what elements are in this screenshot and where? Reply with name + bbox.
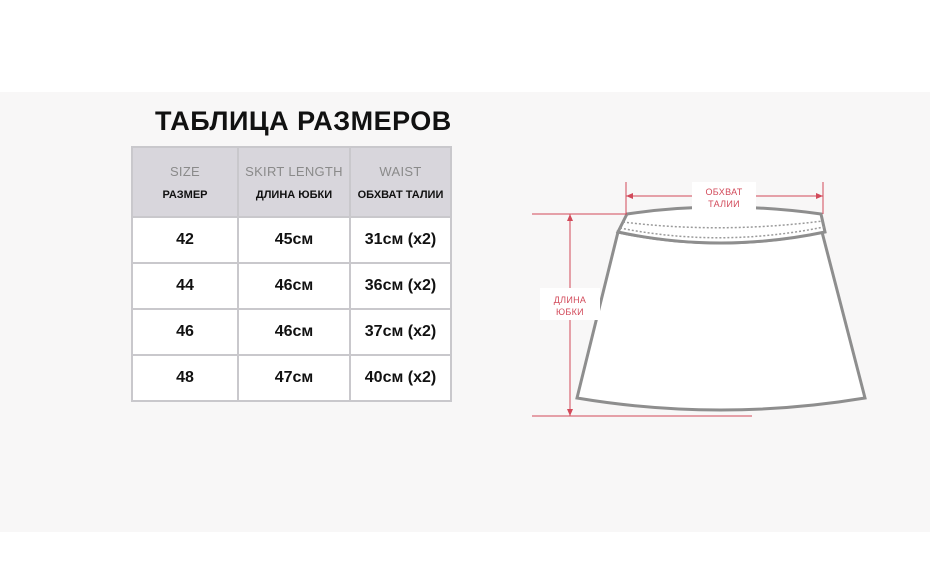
header-skirt-length-ru: ДЛИНА ЮБКИ (255, 188, 333, 201)
cell-skirt-length: 45см (239, 218, 349, 262)
cell-skirt-length: 46см (239, 264, 349, 308)
header-skirt-length-en: SKIRT LENGTH (245, 163, 343, 179)
cell-size: 46 (133, 310, 237, 354)
cell-waist: 36см (х2) (351, 264, 450, 308)
header-skirt-length (239, 148, 349, 216)
length-arrow-head-bottom (567, 409, 573, 416)
waist-arrow-head-right (816, 193, 823, 199)
cell-size: 44 (133, 264, 237, 308)
cell-skirt-length: 46см (239, 310, 349, 354)
length-label-line1: ДЛИНА (553, 295, 587, 305)
waistband (618, 207, 825, 243)
cell-skirt-length: 47см (239, 356, 349, 400)
table-row (133, 218, 450, 262)
skirt-outline (577, 232, 865, 410)
header-waist-ru: ОБХВАТ ТАЛИИ (357, 188, 444, 201)
cell-waist: 37см (х2) (351, 310, 450, 354)
table-row (133, 310, 450, 354)
waist-arrow-head-left (626, 193, 633, 199)
cell-size: 42 (133, 218, 237, 262)
skirt-diagram (520, 170, 880, 430)
table-row (133, 264, 450, 308)
length-arrow-head-top (567, 214, 573, 221)
length-label-line2: ЮБКИ (556, 307, 584, 317)
size-table (131, 146, 452, 402)
page-title: ТАБЛИЦА РАЗМЕРОВ (155, 106, 452, 136)
cell-size: 48 (133, 356, 237, 400)
cell-waist: 31см (х2) (351, 218, 450, 262)
header-size-ru: РАЗМЕР (162, 188, 208, 201)
header-size (133, 148, 237, 216)
table-row (133, 356, 450, 400)
cell-waist: 40см (х2) (351, 356, 450, 400)
table-header-row (133, 148, 450, 216)
header-waist-en: WAIST (379, 163, 422, 179)
waist-label-line2: ТАЛИИ (708, 199, 740, 209)
header-size-en: SIZE (169, 163, 201, 179)
header-waist (351, 148, 450, 216)
waist-label-line1: ОБХВАТ (705, 187, 743, 197)
